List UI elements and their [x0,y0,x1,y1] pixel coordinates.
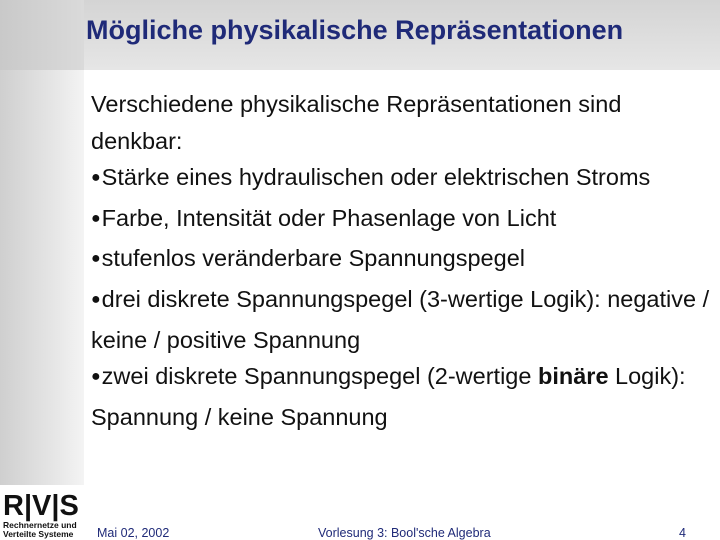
footer-lecture-title: Vorlesung 3: Bool'sche Algebra [318,526,491,540]
logo-subtitle-line1: Rechnernetze und [3,520,77,530]
bullet-dot-icon: ● [91,290,101,308]
bullet-item [91,281,715,358]
bullet-text-bold: binäre [537,363,609,390]
footer-page-number: 4 [679,526,686,540]
bullet-item [91,159,715,200]
bullet-text: Stärke eines hydraulischen oder elektrischen Stroms [101,164,651,191]
bullet-text: drei diskrete Spannungspegel (3-wertige Logik): negative / keine / positive Spannung [91,285,710,353]
corner-band [0,0,84,70]
bullet-dot-icon: ● [91,368,101,386]
bullet-item [91,200,715,241]
logo-mark: R|V|S [3,490,79,522]
slide-body [91,86,715,435]
footer-date: Mai 02, 2002 [97,526,170,540]
logo-subtitle-line2: Verteilte Systeme [3,529,74,539]
bullet-text-before: zwei diskrete Spannungspegel (2-wertige [101,363,538,390]
bullet-text-after: Logik): Spannung / keine Spannung [91,363,686,430]
slide-title: Mögliche physikalische Repräsentationen [86,15,624,45]
bullet-dot-icon: ● [91,250,101,268]
bullet-item [91,358,715,435]
bullet-dot-icon: ● [91,169,101,187]
left-band [0,70,84,485]
bullet-dot-icon: ● [91,209,101,227]
bullet-item [91,240,715,281]
intro-text: Verschiedene physikalische Repräsentationen sind denkbar: [91,91,622,154]
rvs-logo [0,488,84,540]
bullet-text: stufenlos veränderbare Spannungspegel [101,245,525,272]
bullet-text: Farbe, Intensität oder Phasenlage von Licht [101,204,557,231]
